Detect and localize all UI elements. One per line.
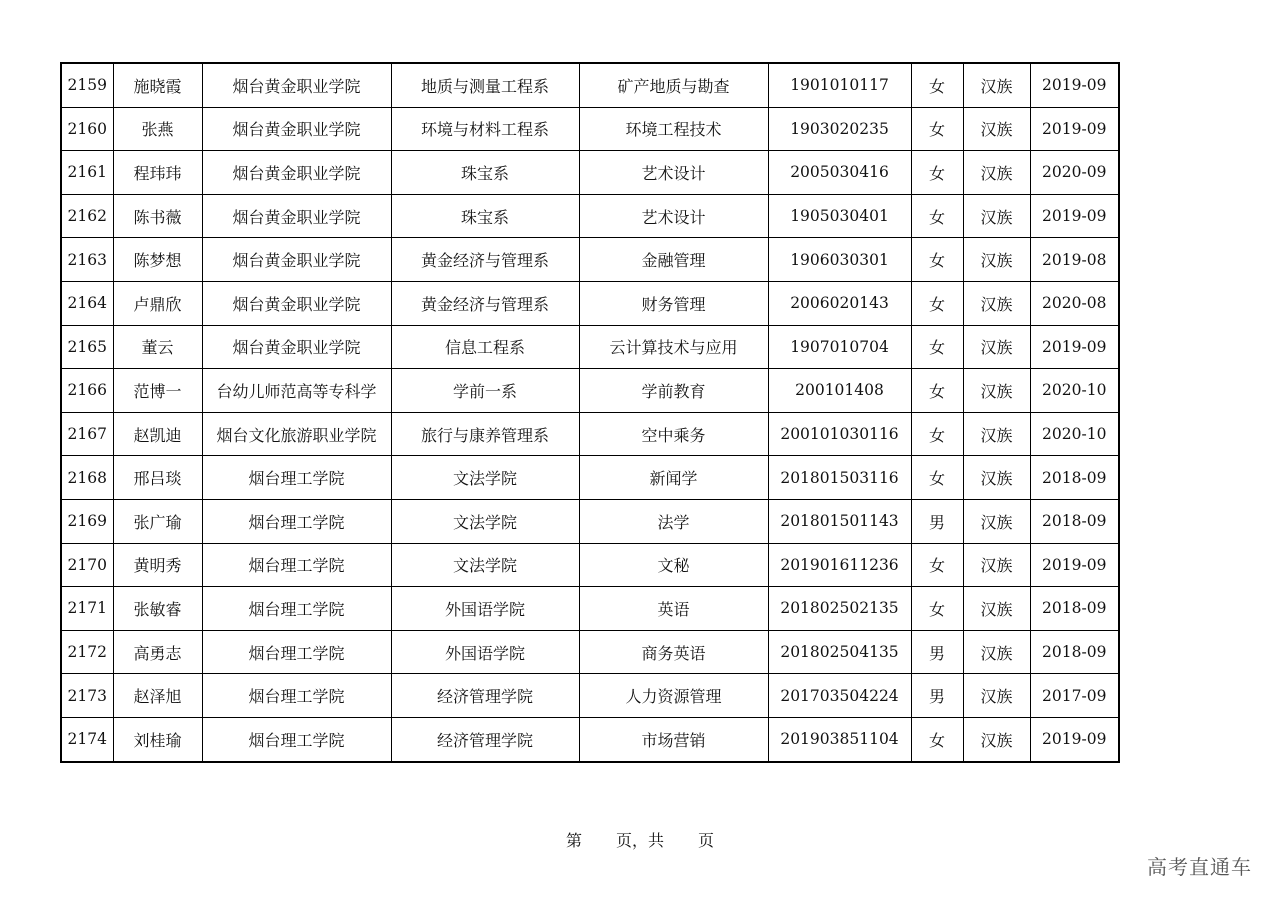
department-cell: 经济管理学院 [391, 717, 579, 761]
student-name-cell: 张敏睿 [113, 587, 202, 631]
table-row [61, 325, 1119, 369]
table-row [61, 281, 1119, 325]
table-row [61, 238, 1119, 282]
row-number-cell: 2160 [61, 107, 113, 151]
ethnicity-cell: 汉族 [963, 281, 1030, 325]
row-number-cell: 2173 [61, 674, 113, 718]
ethnicity-cell: 汉族 [963, 238, 1030, 282]
student-id-cell: 1905030401 [768, 194, 911, 238]
enrollment-date-cell: 2019-09 [1030, 325, 1119, 369]
table-row [61, 63, 1119, 107]
gender-cell: 女 [911, 543, 963, 587]
student-id-cell: 1903020235 [768, 107, 911, 151]
student-roster-table [60, 62, 1120, 763]
school-cell: 烟台理工学院 [202, 499, 391, 543]
school-cell: 烟台黄金职业学院 [202, 107, 391, 151]
student-id-cell: 201802502135 [768, 587, 911, 631]
enrollment-date-cell: 2018-09 [1030, 499, 1119, 543]
ethnicity-cell: 汉族 [963, 630, 1030, 674]
school-cell: 烟台黄金职业学院 [202, 238, 391, 282]
student-name-cell: 卢鼎欣 [113, 281, 202, 325]
ethnicity-cell: 汉族 [963, 63, 1030, 107]
row-number-cell: 2164 [61, 281, 113, 325]
enrollment-date-cell: 2019-09 [1030, 107, 1119, 151]
student-name-cell: 刘桂瑜 [113, 717, 202, 761]
gender-cell: 女 [911, 63, 963, 107]
roster-body [61, 63, 1119, 762]
gender-cell: 女 [911, 587, 963, 631]
student-id-cell: 200101030116 [768, 412, 911, 456]
major-cell: 空中乘务 [579, 412, 768, 456]
ethnicity-cell: 汉族 [963, 107, 1030, 151]
ethnicity-cell: 汉族 [963, 194, 1030, 238]
student-name-cell: 高勇志 [113, 630, 202, 674]
row-number-cell: 2159 [61, 63, 113, 107]
department-cell: 学前一系 [391, 369, 579, 413]
enrollment-date-cell: 2018-09 [1030, 456, 1119, 500]
table-row [61, 543, 1119, 587]
ethnicity-cell: 汉族 [963, 456, 1030, 500]
table-row [61, 630, 1119, 674]
school-cell: 烟台黄金职业学院 [202, 281, 391, 325]
gender-cell: 女 [911, 412, 963, 456]
school-cell: 烟台理工学院 [202, 630, 391, 674]
ethnicity-cell: 汉族 [963, 369, 1030, 413]
enrollment-date-cell: 2020-09 [1030, 151, 1119, 195]
major-cell: 英语 [579, 587, 768, 631]
school-cell: 烟台理工学院 [202, 717, 391, 761]
department-cell: 珠宝系 [391, 151, 579, 195]
school-cell: 烟台黄金职业学院 [202, 194, 391, 238]
department-cell: 信息工程系 [391, 325, 579, 369]
student-id-cell: 1907010704 [768, 325, 911, 369]
student-id-cell: 1906030301 [768, 238, 911, 282]
student-id-cell: 200101408 [768, 369, 911, 413]
enrollment-date-cell: 2020-10 [1030, 412, 1119, 456]
major-cell: 环境工程技术 [579, 107, 768, 151]
student-name-cell: 黄明秀 [113, 543, 202, 587]
school-cell: 烟台理工学院 [202, 456, 391, 500]
school-cell: 烟台黄金职业学院 [202, 63, 391, 107]
student-id-cell: 201802504135 [768, 630, 911, 674]
enrollment-date-cell: 2019-09 [1030, 194, 1119, 238]
table-row [61, 194, 1119, 238]
school-cell: 烟台理工学院 [202, 543, 391, 587]
enrollment-date-cell: 2019-09 [1030, 543, 1119, 587]
row-number-cell: 2166 [61, 369, 113, 413]
row-number-cell: 2167 [61, 412, 113, 456]
table-row [61, 107, 1119, 151]
gender-cell: 男 [911, 630, 963, 674]
table-row [61, 587, 1119, 631]
student-name-cell: 张广瑜 [113, 499, 202, 543]
ethnicity-cell: 汉族 [963, 325, 1030, 369]
row-number-cell: 2163 [61, 238, 113, 282]
gender-cell: 女 [911, 107, 963, 151]
student-name-cell: 张燕 [113, 107, 202, 151]
gender-cell: 女 [911, 456, 963, 500]
watermark-logo: 高考直通车 [1147, 855, 1252, 879]
enrollment-date-cell: 2019-08 [1030, 238, 1119, 282]
row-number-cell: 2161 [61, 151, 113, 195]
department-cell: 黄金经济与管理系 [391, 281, 579, 325]
gender-cell: 女 [911, 717, 963, 761]
table-row [61, 369, 1119, 413]
department-cell: 环境与材料工程系 [391, 107, 579, 151]
major-cell: 艺术设计 [579, 151, 768, 195]
row-number-cell: 2172 [61, 630, 113, 674]
gender-cell: 女 [911, 238, 963, 282]
ethnicity-cell: 汉族 [963, 151, 1030, 195]
enrollment-date-cell: 2019-09 [1030, 717, 1119, 761]
school-cell: 烟台理工学院 [202, 587, 391, 631]
gender-cell: 女 [911, 369, 963, 413]
major-cell: 法学 [579, 499, 768, 543]
table-row [61, 499, 1119, 543]
department-cell: 珠宝系 [391, 194, 579, 238]
major-cell: 财务管理 [579, 281, 768, 325]
row-number-cell: 2162 [61, 194, 113, 238]
ethnicity-cell: 汉族 [963, 543, 1030, 587]
major-cell: 新闻学 [579, 456, 768, 500]
page-label-prefix: 第 [565, 831, 582, 850]
student-name-cell: 董云 [113, 325, 202, 369]
enrollment-date-cell: 2020-10 [1030, 369, 1119, 413]
gender-cell: 女 [911, 151, 963, 195]
ethnicity-cell: 汉族 [963, 412, 1030, 456]
enrollment-date-cell: 2018-09 [1030, 630, 1119, 674]
major-cell: 云计算技术与应用 [579, 325, 768, 369]
ethnicity-cell: 汉族 [963, 587, 1030, 631]
school-cell: 烟台文化旅游职业学院 [202, 412, 391, 456]
major-cell: 商务英语 [579, 630, 768, 674]
school-cell: 烟台理工学院 [202, 674, 391, 718]
student-id-cell: 201901611236 [768, 543, 911, 587]
enrollment-date-cell: 2018-09 [1030, 587, 1119, 631]
table-row [61, 456, 1119, 500]
row-number-cell: 2168 [61, 456, 113, 500]
gender-cell: 男 [911, 499, 963, 543]
major-cell: 人力资源管理 [579, 674, 768, 718]
ethnicity-cell: 汉族 [963, 674, 1030, 718]
major-cell: 市场营销 [579, 717, 768, 761]
student-id-cell: 201703504224 [768, 674, 911, 718]
student-name-cell: 赵凯迪 [113, 412, 202, 456]
table-row [61, 674, 1119, 718]
student-name-cell: 陈书薇 [113, 194, 202, 238]
student-id-cell: 2006020143 [768, 281, 911, 325]
major-cell: 金融管理 [579, 238, 768, 282]
page-footer [0, 828, 1280, 851]
student-id-cell: 201801501143 [768, 499, 911, 543]
row-number-cell: 2171 [61, 587, 113, 631]
major-cell: 矿产地质与勘查 [579, 63, 768, 107]
school-cell: 台幼儿师范高等专科学 [202, 369, 391, 413]
table-row [61, 151, 1119, 195]
student-name-cell: 陈梦想 [113, 238, 202, 282]
gender-cell: 女 [911, 325, 963, 369]
student-name-cell: 赵泽旭 [113, 674, 202, 718]
ethnicity-cell: 汉族 [963, 499, 1030, 543]
department-cell: 外国语学院 [391, 630, 579, 674]
table-row [61, 717, 1119, 761]
page-label-middle: 页，共 [615, 831, 664, 850]
gender-cell: 女 [911, 281, 963, 325]
enrollment-date-cell: 2017-09 [1030, 674, 1119, 718]
department-cell: 外国语学院 [391, 587, 579, 631]
student-name-cell: 施晓霞 [113, 63, 202, 107]
major-cell: 艺术设计 [579, 194, 768, 238]
row-number-cell: 2169 [61, 499, 113, 543]
school-cell: 烟台黄金职业学院 [202, 151, 391, 195]
student-id-cell: 201801503116 [768, 456, 911, 500]
department-cell: 黄金经济与管理系 [391, 238, 579, 282]
student-id-cell: 1901010117 [768, 63, 911, 107]
student-id-cell: 2005030416 [768, 151, 911, 195]
table-row [61, 412, 1119, 456]
major-cell: 学前教育 [579, 369, 768, 413]
enrollment-date-cell: 2019-09 [1030, 63, 1119, 107]
student-id-cell: 201903851104 [768, 717, 911, 761]
gender-cell: 男 [911, 674, 963, 718]
student-name-cell: 范博一 [113, 369, 202, 413]
student-name-cell: 程玮玮 [113, 151, 202, 195]
department-cell: 地质与测量工程系 [391, 63, 579, 107]
department-cell: 旅行与康养管理系 [391, 412, 579, 456]
department-cell: 文法学院 [391, 543, 579, 587]
department-cell: 文法学院 [391, 499, 579, 543]
department-cell: 文法学院 [391, 456, 579, 500]
department-cell: 经济管理学院 [391, 674, 579, 718]
major-cell: 文秘 [579, 543, 768, 587]
enrollment-date-cell: 2020-08 [1030, 281, 1119, 325]
gender-cell: 女 [911, 194, 963, 238]
ethnicity-cell: 汉族 [963, 717, 1030, 761]
page-label-suffix: 页 [698, 831, 715, 850]
row-number-cell: 2165 [61, 325, 113, 369]
student-name-cell: 邢吕琰 [113, 456, 202, 500]
row-number-cell: 2170 [61, 543, 113, 587]
school-cell: 烟台黄金职业学院 [202, 325, 391, 369]
row-number-cell: 2174 [61, 717, 113, 761]
